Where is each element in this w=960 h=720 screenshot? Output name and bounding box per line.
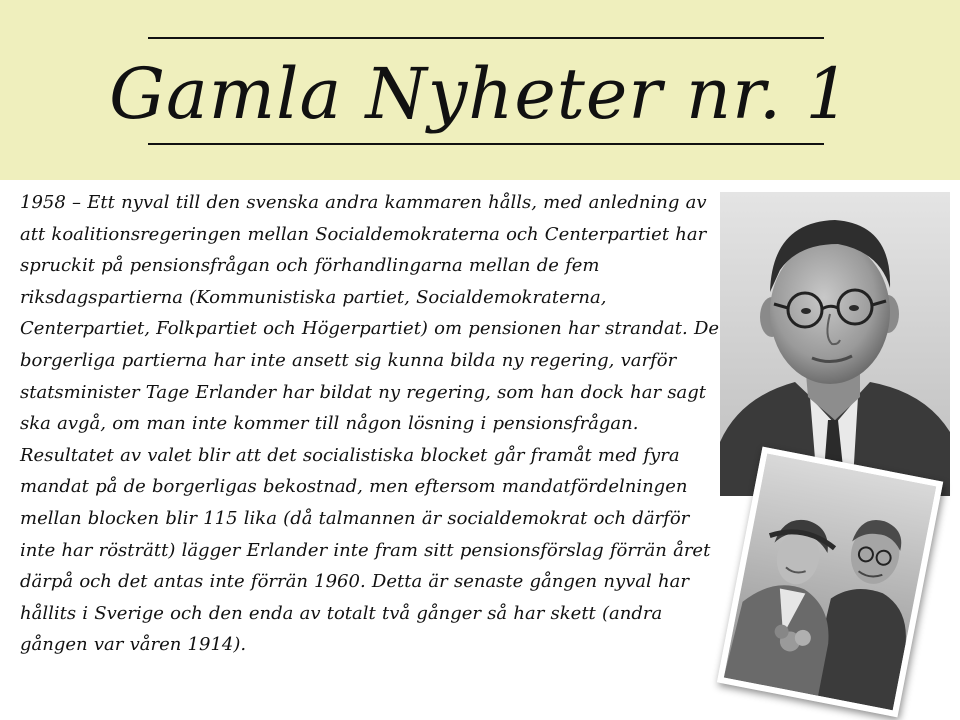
slide-title: Gamla Nyheter nr. 1 xyxy=(109,53,851,135)
portrait-photo xyxy=(720,192,950,496)
body-text: 1958 – Ett nyval till den svenska andra kammaren hålls, med anledning av att koalitionsregeringen mellan Socialdemokraterna och Centerpartiet har spruckit på pensionsfrågan och förhandlingarna mellan de fem riksdagspartierna (Kommunistiska partiet, Socialdemokraterna, Centerpartiet, Folkpartiet och Högerpartiet) om pensionen har strandat. De borgerliga partierna har inte ansett sig kunna bilda ny regering, varför statsminister Tage Erlander har bildat ny regering, som han dock har sagt ska avgå, om man inte kommer till någon lösning i pensionsfrågan. Resultatet av valet blir att det socialistiska blocket går framåt med fyra mandat på de borgerligas bekostnad, men eftersom mandatfördelningen mellan blocken blir 115 lika (då talmannen är socialdemokrat och därför inte har rösträtt) lägger Erlander inte fram sitt pensionsförslag förrän året därpå och det antas inte förrän 1960. Detta är senaste gången nyval har hållits i Sverige och den enda av totalt två gånger så har skett (andra gången var våren 1914). xyxy=(20,192,720,656)
title-banner xyxy=(0,0,960,180)
title-rule-top xyxy=(148,37,824,39)
title-rule-bottom xyxy=(148,143,824,145)
